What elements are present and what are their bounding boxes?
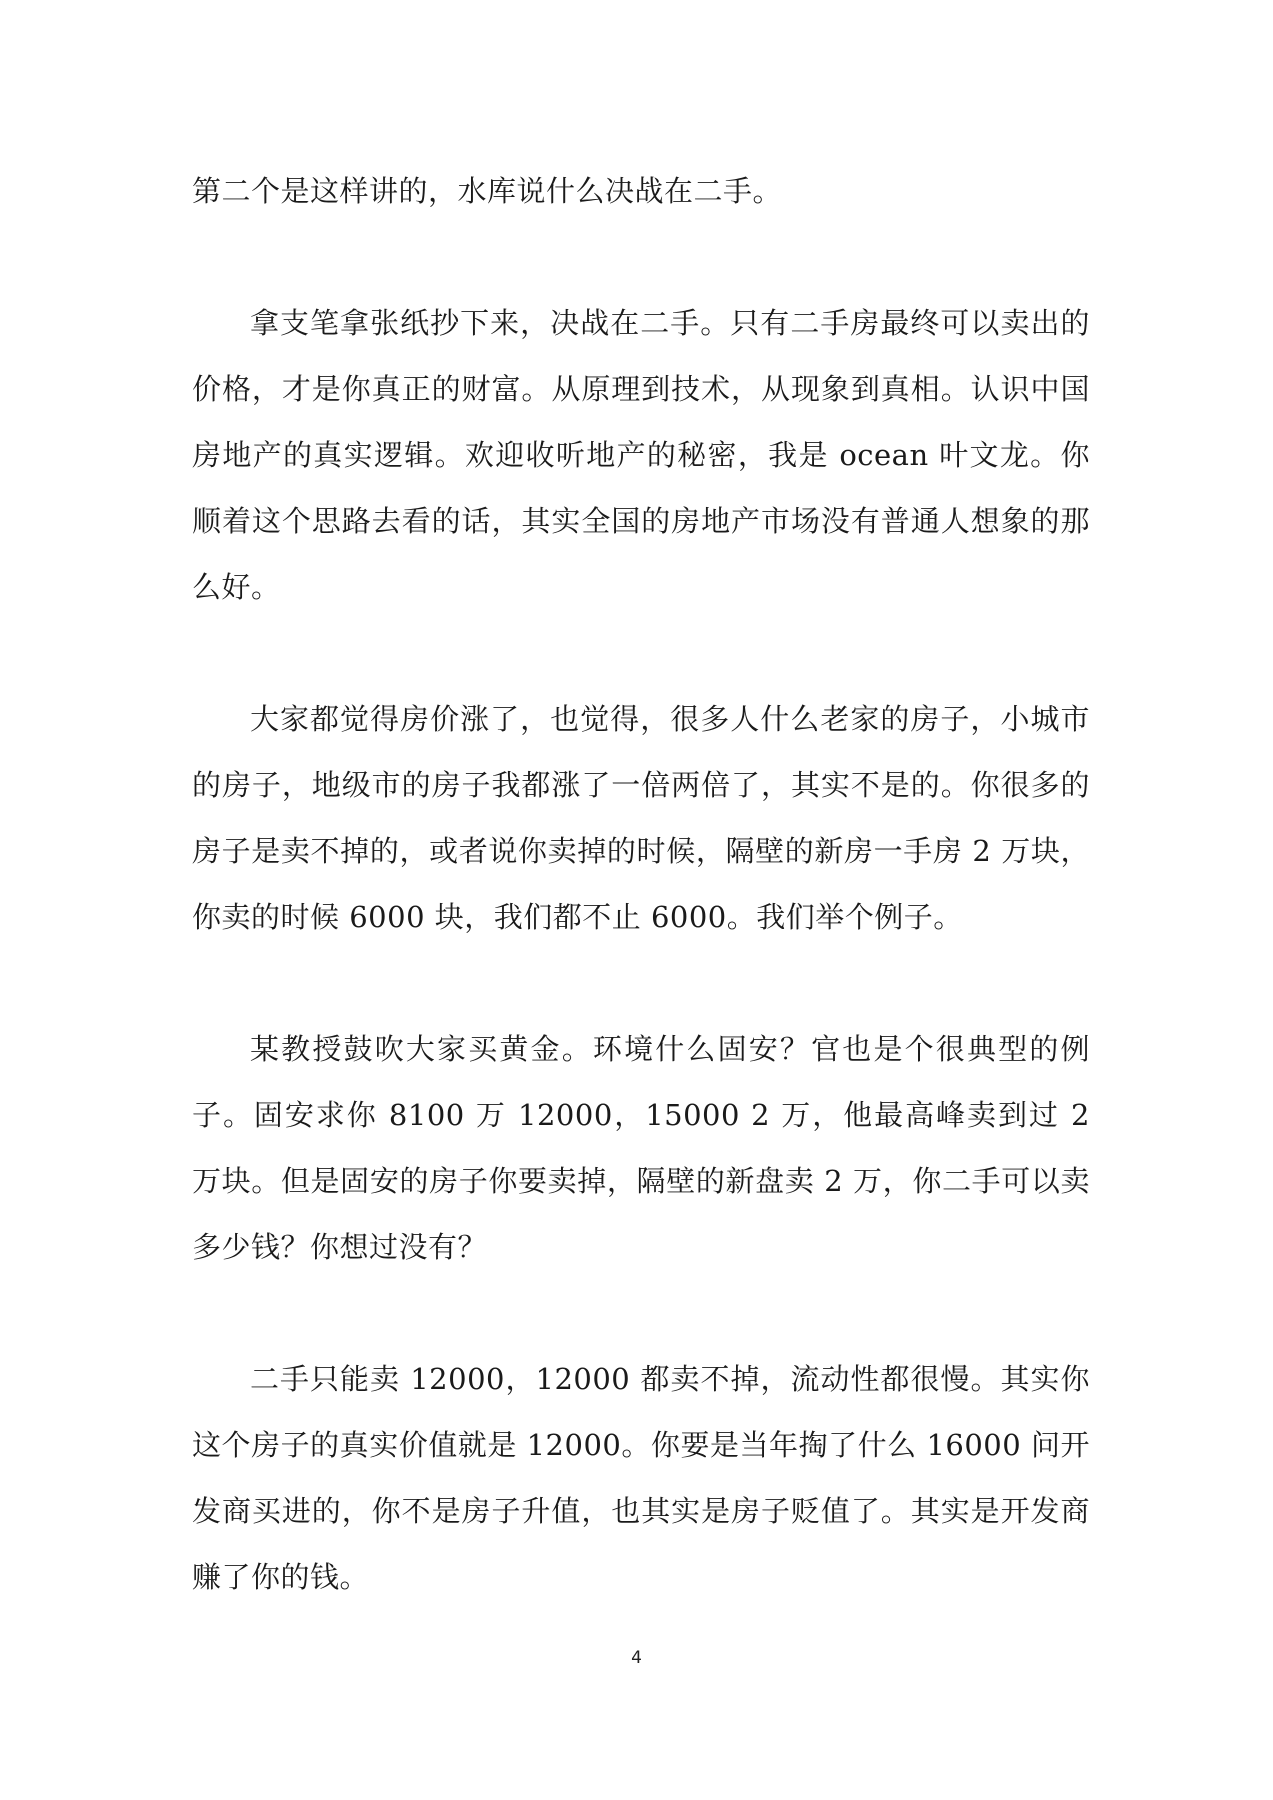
paragraph-1: 第二个是这样讲的，水库说什么决战在二手。: [192, 174, 783, 208]
paragraph-3: 大家都觉得房价涨了，也觉得，很多人什么老家的房子，小城市的房子，地级市的房子我都涨了一倍两倍了，其实不是的。你很多的房子是卖不掉的，或者说你卖掉的时候，隔壁的新房一手房 2 万块，你卖的时候 6000 块，我们都不止 6000。我们举个例子。: [192, 702, 1090, 934]
page-number: 4: [631, 1648, 642, 1668]
document-body: [192, 158, 1090, 1610]
paragraph-4: 某教授鼓吹大家买黄金。环境什么固安？官也是个很典型的例子。固安求你 8100 万 12000，15000 2 万，他最高峰卖到过 2 万块。但是固安的房子你要卖掉，隔壁的新盘卖 2 万，你二手可以卖多少钱？你想过没有？: [192, 1032, 1090, 1264]
paragraph-5: 二手只能卖 12000，12000 都卖不掉，流动性都很慢。其实你这个房子的真实价值就是 12000。你要是当年掏了什么 16000 问开发商买进的，你不是房子升值，也其实是房子贬值了。其实是开发商赚了你的钱。: [192, 1362, 1090, 1594]
paragraph-2: 拿支笔拿张纸抄下来，决战在二手。只有二手房最终可以卖出的价格，才是你真正的财富。从原理到技术，从现象到真相。认识中国房地产的真实逻辑。欢迎收听地产的秘密，我是 ocean 叶文龙。你顺着这个思路去看的话，其实全国的房地产市场没有普通人想象的那么好。: [192, 306, 1090, 604]
